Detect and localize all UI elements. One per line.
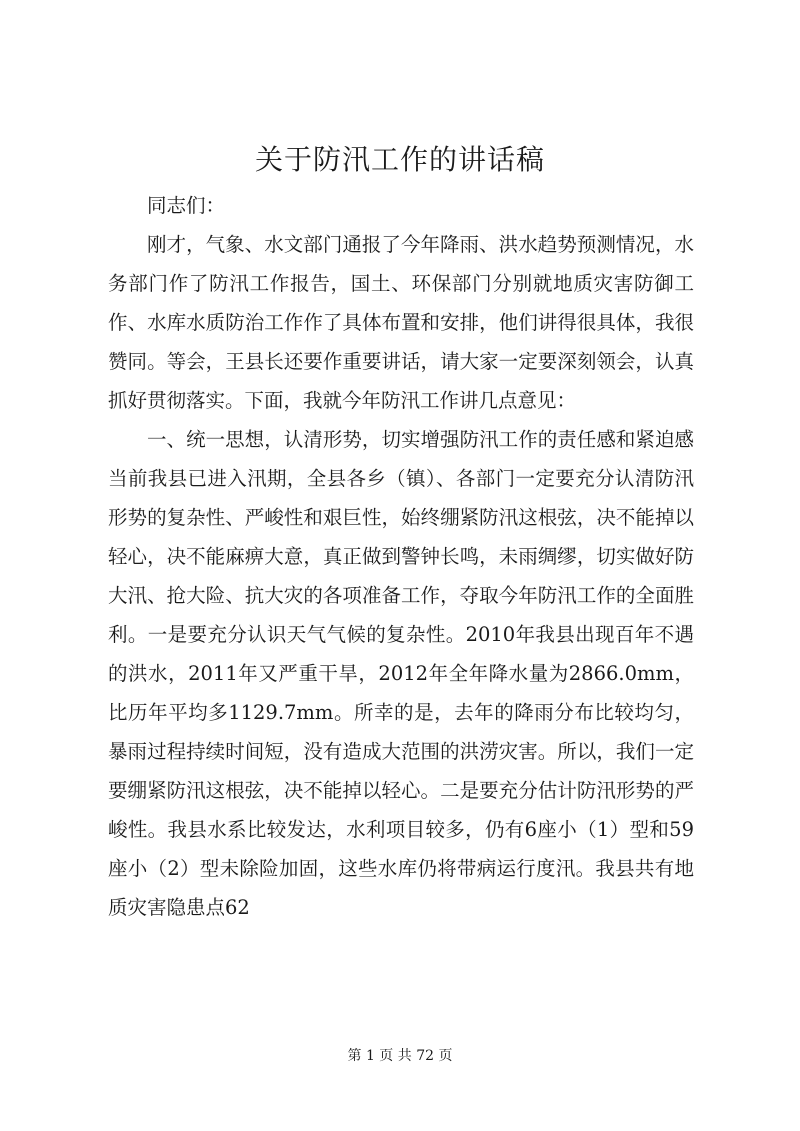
document-title: 关于防汛工作的讲话稿 bbox=[254, 143, 545, 176]
document-body bbox=[108, 186, 694, 927]
paragraph-section-one: 一、统一思想，认清形势，切实增强防汛工作的责任感和紧迫感当前我县已进入汛期，全县各乡（镇）、各部门一定要充分认清防汛形势的复杂性、严峻性和艰巨性，始终绷紧防汛这根弦，决不能掉以轻心，决不能麻痹大意，真正做到警钟长鸣，未雨绸缪，切实做好防大汛、抢大险、抗大灾的各项准备工作，夺取今年防汛工作的全面胜利。一是要充分认识天气气候的复杂性。2010年我县出现百年不遇的洪水，2011年又严重干旱，2012年全年降水量为2866.0mm，比历年平均多1129.7mm。所幸的是，去年的降雨分布比较均匀，暴雨过程持续时间短，没有造成大范围的洪涝灾害。所以，我们一定要绷紧防汛这根弦，决不能掉以轻心。二是要充分估计防汛形势的严峻性。我县水系比较发达，水利项目较多，仍有6座小（1）型和59座小（2）型未除险加固，这些水库仍将带病运行度汛。我县共有地质灾害隐患点62 bbox=[108, 428, 694, 919]
salutation: 同志们： bbox=[147, 194, 226, 217]
page-footer: 第 1 页 共 72 页 bbox=[347, 1048, 453, 1064]
paragraph-opening: 刚才，气象、水文部门通报了今年降雨、洪水趋势预测情况，水务部门作了防汛工作报告，国土、环保部门分别就地质灾害防御工作、水库水质防治工作作了具体布置和安排，他们讲得很具体，我很赞同。等会，王县长还要作重要讲话，请大家一定要深刻领会，认真抓好贯彻落实。下面，我就今年防汛工作讲几点意见： bbox=[108, 233, 694, 412]
